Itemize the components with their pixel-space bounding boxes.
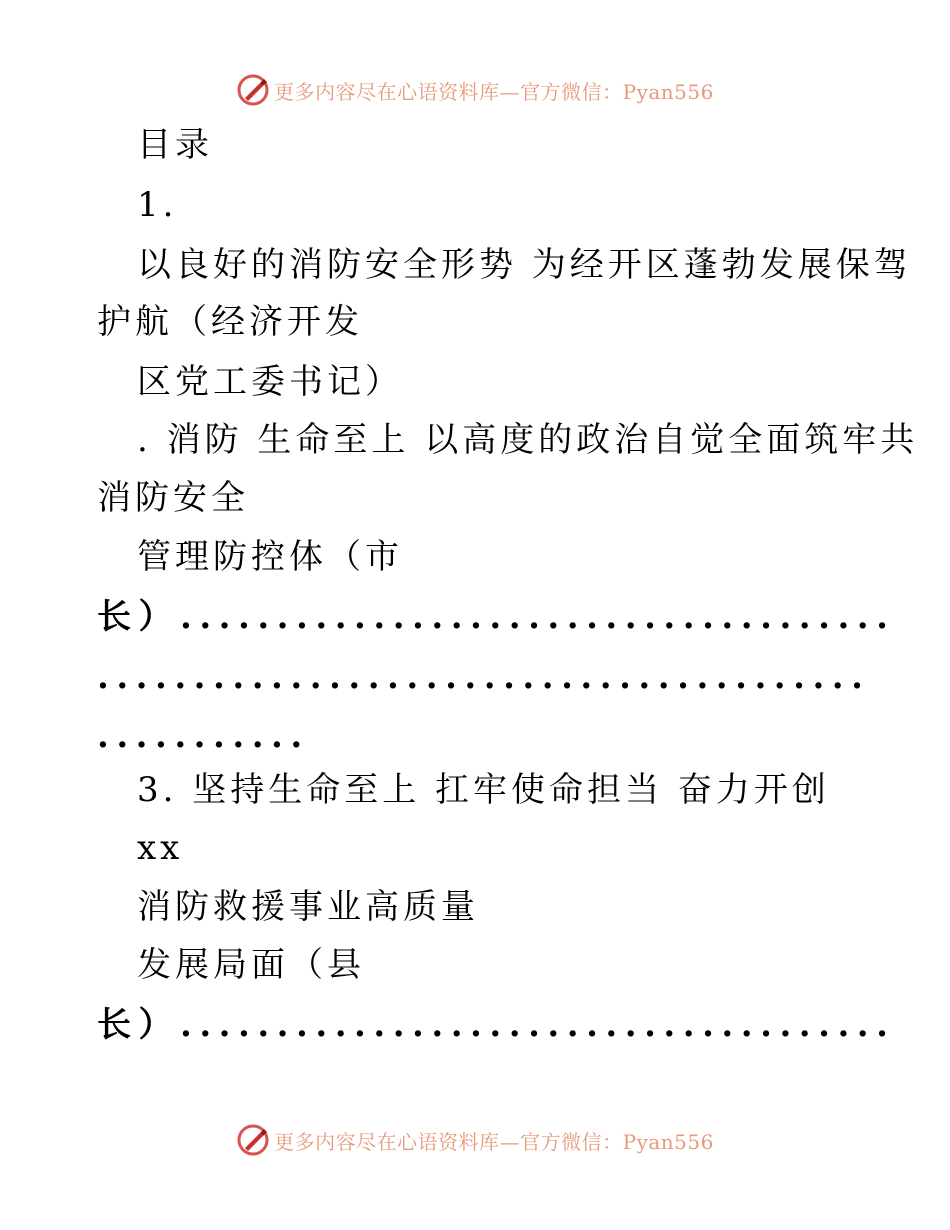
toc-line: 1. xyxy=(137,185,178,225)
toc-line: 长）..................................... xyxy=(97,1005,896,1045)
toc-line: . 消防 生命至上 以高度的政治自觉全面筑牢共 xyxy=(137,420,919,460)
toc-line: 发展局面（县 xyxy=(137,945,365,985)
watermark-text: 更多内容尽在心语资料库—官方微信：Pyan556 xyxy=(274,1129,714,1154)
toc-line: ........................................ xyxy=(97,657,871,697)
toc-line: 区党工委书记） xyxy=(137,362,403,402)
toc-line: 管理防控体（市 xyxy=(137,537,403,577)
toc-line: 以良好的消防安全形势 为经开区蓬勃发展保驾 xyxy=(137,245,912,285)
toc-line: xx xyxy=(137,828,184,868)
toc-heading: 目录 xyxy=(137,125,213,165)
toc-line: 长）..................................... xyxy=(97,597,896,637)
watermark-footer xyxy=(0,1120,950,1160)
toc-line: 消防安全 xyxy=(97,478,249,518)
toc-line: ........... xyxy=(97,716,310,756)
toc-line: 3. 坚持生命至上 扛牢使命担当 奋力开创 xyxy=(137,770,830,810)
toc-line: 护航（经济开发 xyxy=(97,302,363,342)
toc-line: 消防救援事业高质量 xyxy=(137,887,479,927)
pen-logo-icon xyxy=(236,1123,270,1157)
watermark-header xyxy=(0,70,950,110)
watermark-text: 更多内容尽在心语资料库—官方微信：Pyan556 xyxy=(274,79,714,104)
pen-logo-icon xyxy=(236,73,270,107)
